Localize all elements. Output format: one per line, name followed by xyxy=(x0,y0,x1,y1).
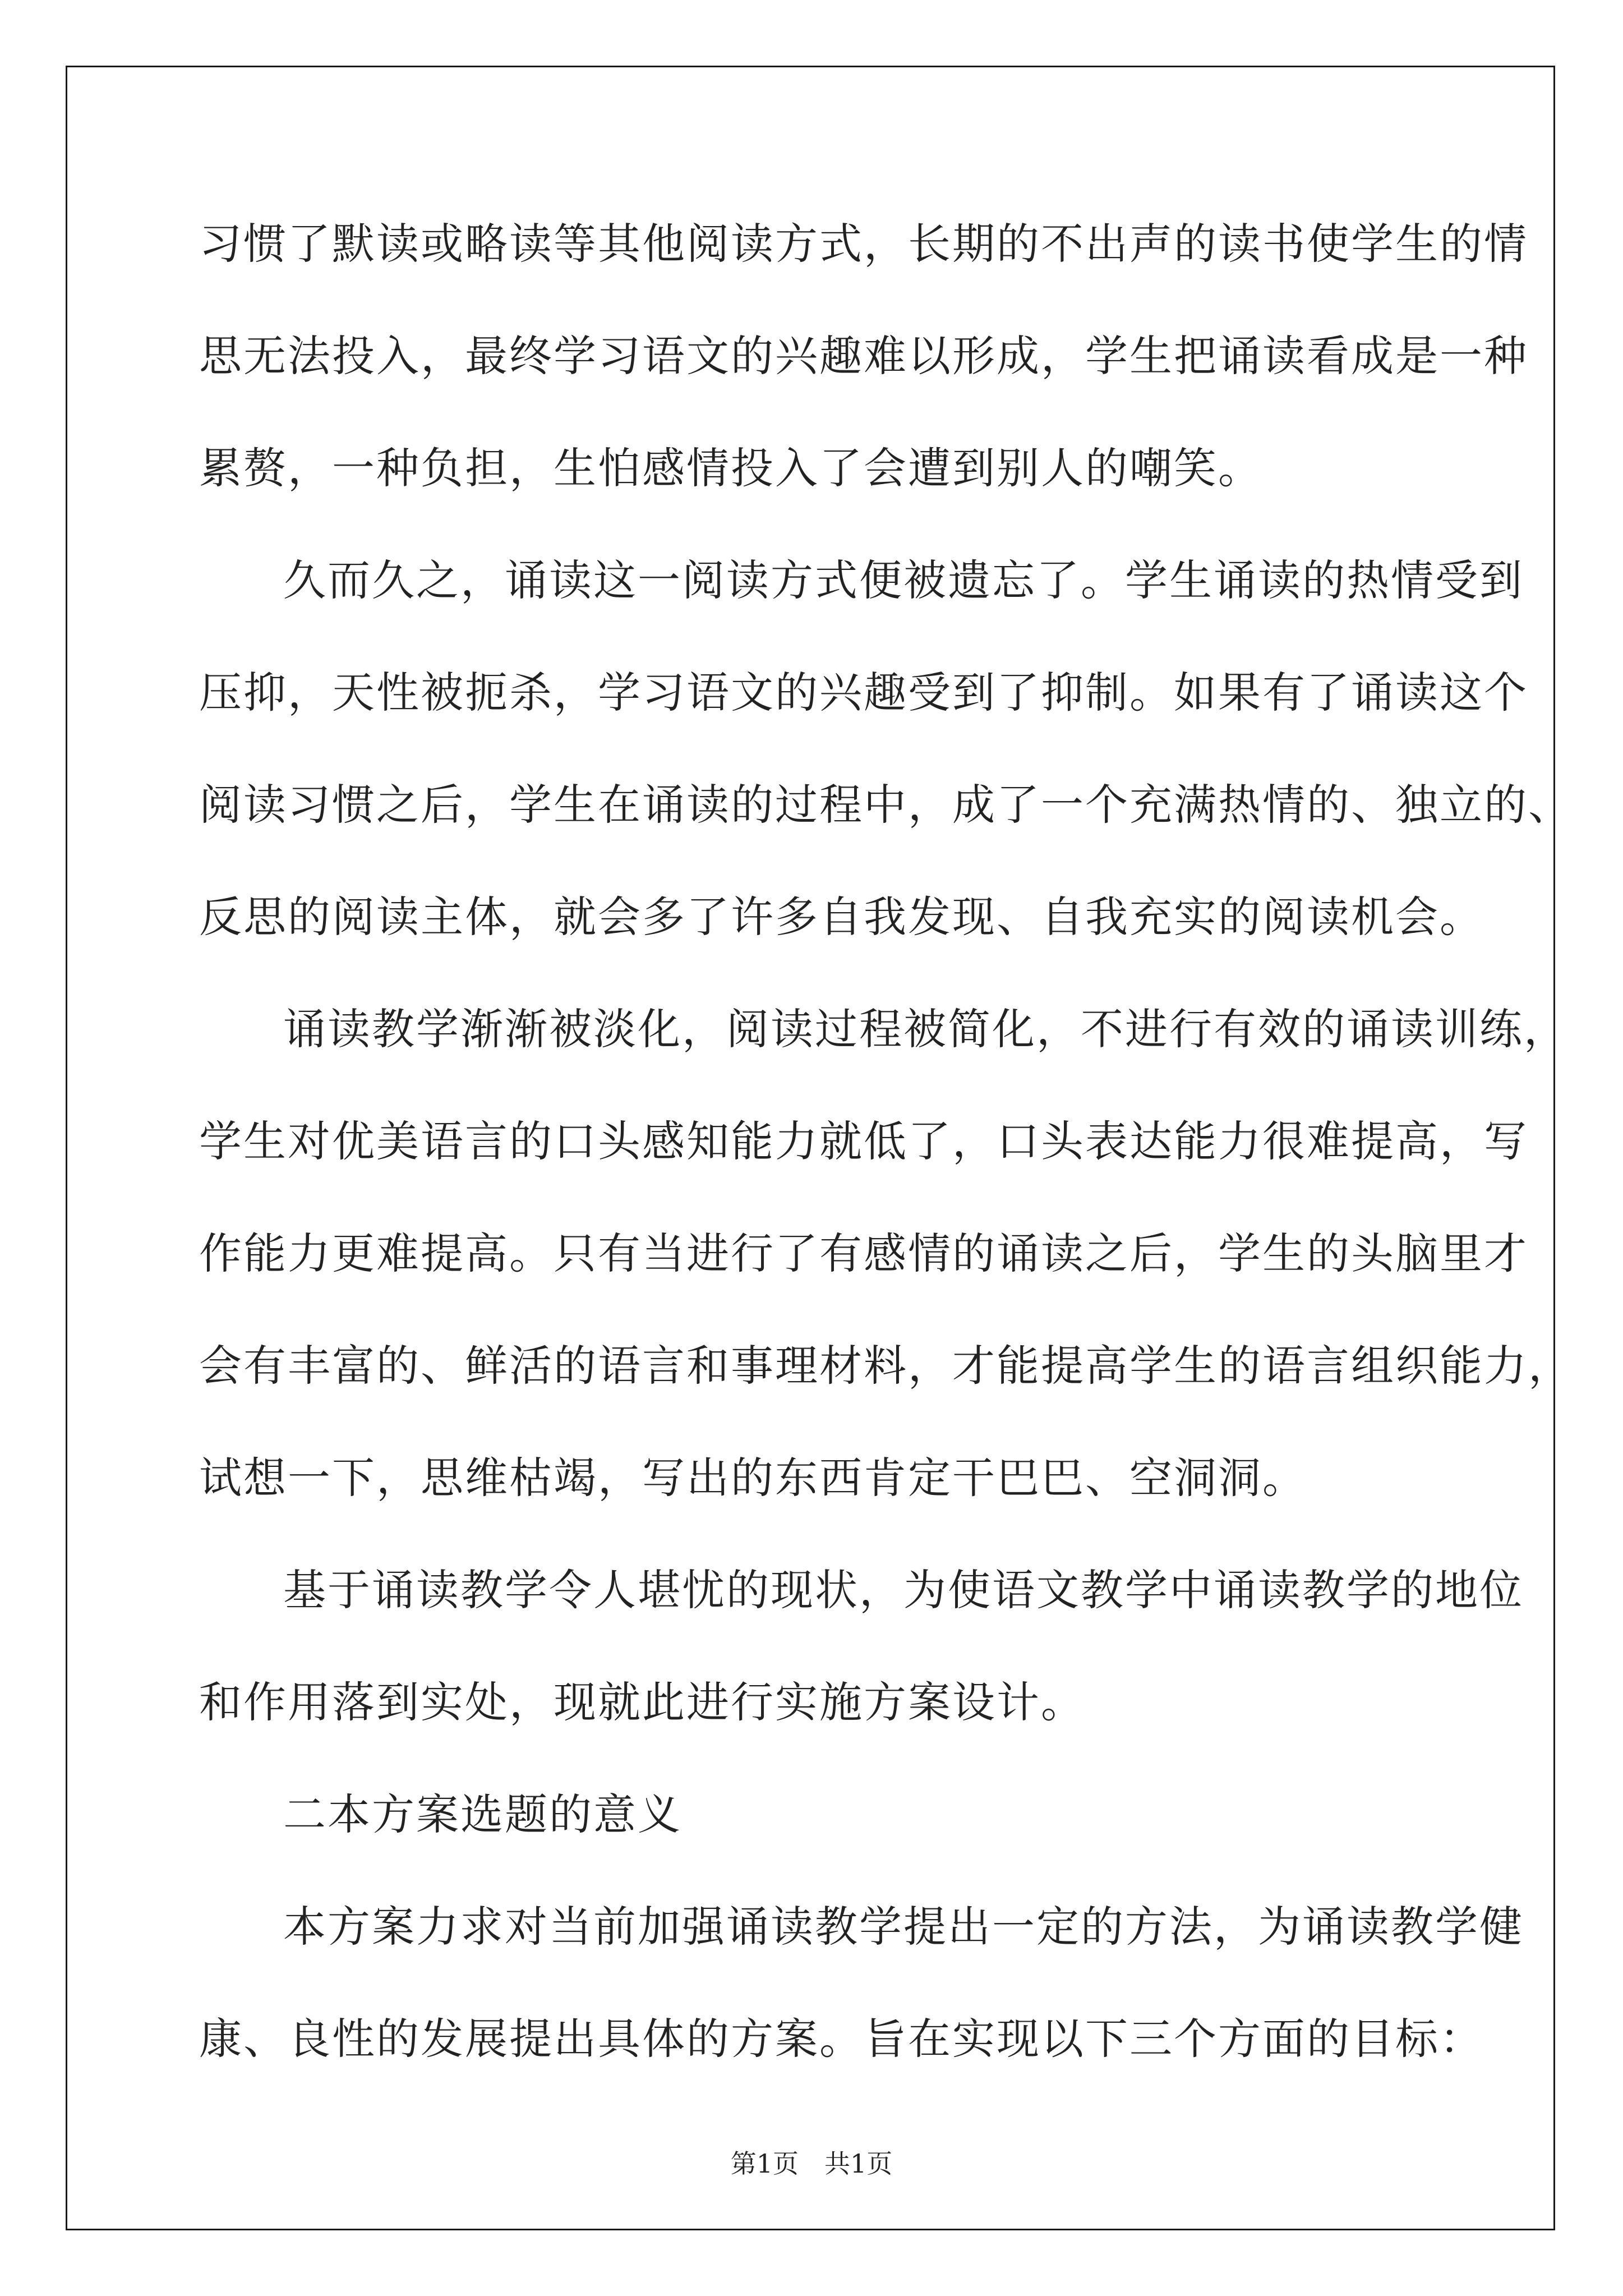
text-line: 本方案力求对当前加强诵读教学提出一定的方法，为诵读教学健 xyxy=(283,1902,1524,1952)
text-line: 作能力更难提高。只有当进行了有感情的诵读之后，学生的头脑里才 xyxy=(199,1228,1528,1278)
page-number: 第1页 xyxy=(730,2148,799,2179)
text-line: 和作用落到实处，现就此进行实施方案设计。 xyxy=(199,1677,1085,1727)
text-line: 学生对优美语言的口头感知能力就低了，口头表达能力很难提高，写 xyxy=(199,1116,1528,1166)
text-line: 康、良性的发展提出具体的方案。旨在实现以下三个方面的目标： xyxy=(199,2014,1484,2064)
text-line: 诵读教学渐渐被淡化，阅读过程被简化，不进行有效的诵读训练， xyxy=(283,1004,1568,1054)
page-footer xyxy=(0,2148,1623,2179)
text-line: 久而久之，诵读这一阅读方式便被遗忘了。学生诵读的热情受到 xyxy=(283,555,1524,605)
text-line: 阅读习惯之后，学生在诵读的过程中，成了一个充满热情的、独立的、 xyxy=(199,780,1573,830)
text-line: 试想一下，思维枯竭，写出的东西肯定干巴巴、空洞洞。 xyxy=(199,1453,1307,1503)
text-line: 压抑，天性被扼杀，学习语文的兴趣受到了抑制。如果有了诵读这个 xyxy=(199,668,1528,717)
text-line: 会有丰富的、鲜活的语言和事理材料，才能提高学生的语言组织能力， xyxy=(199,1341,1573,1391)
text-line: 反思的阅读主体，就会多了许多自我发现、自我充实的阅读机会。 xyxy=(199,892,1484,942)
text-line: 习惯了默读或略读等其他阅读方式，长期的不出声的读书使学生的情 xyxy=(199,219,1528,269)
text-line: 累赘，一种负担，生怕感情投入了会遭到别人的嘲笑。 xyxy=(199,443,1262,493)
page-total: 共1页 xyxy=(824,2148,893,2179)
text-line: 基于诵读教学令人堪忧的现状，为使语文教学中诵读教学的地位 xyxy=(283,1565,1524,1615)
text-line: 思无法投入，最终学习语文的兴趣难以形成，学生把诵读看成是一种 xyxy=(199,331,1528,381)
section-heading: 二本方案选题的意义 xyxy=(283,1789,682,1839)
